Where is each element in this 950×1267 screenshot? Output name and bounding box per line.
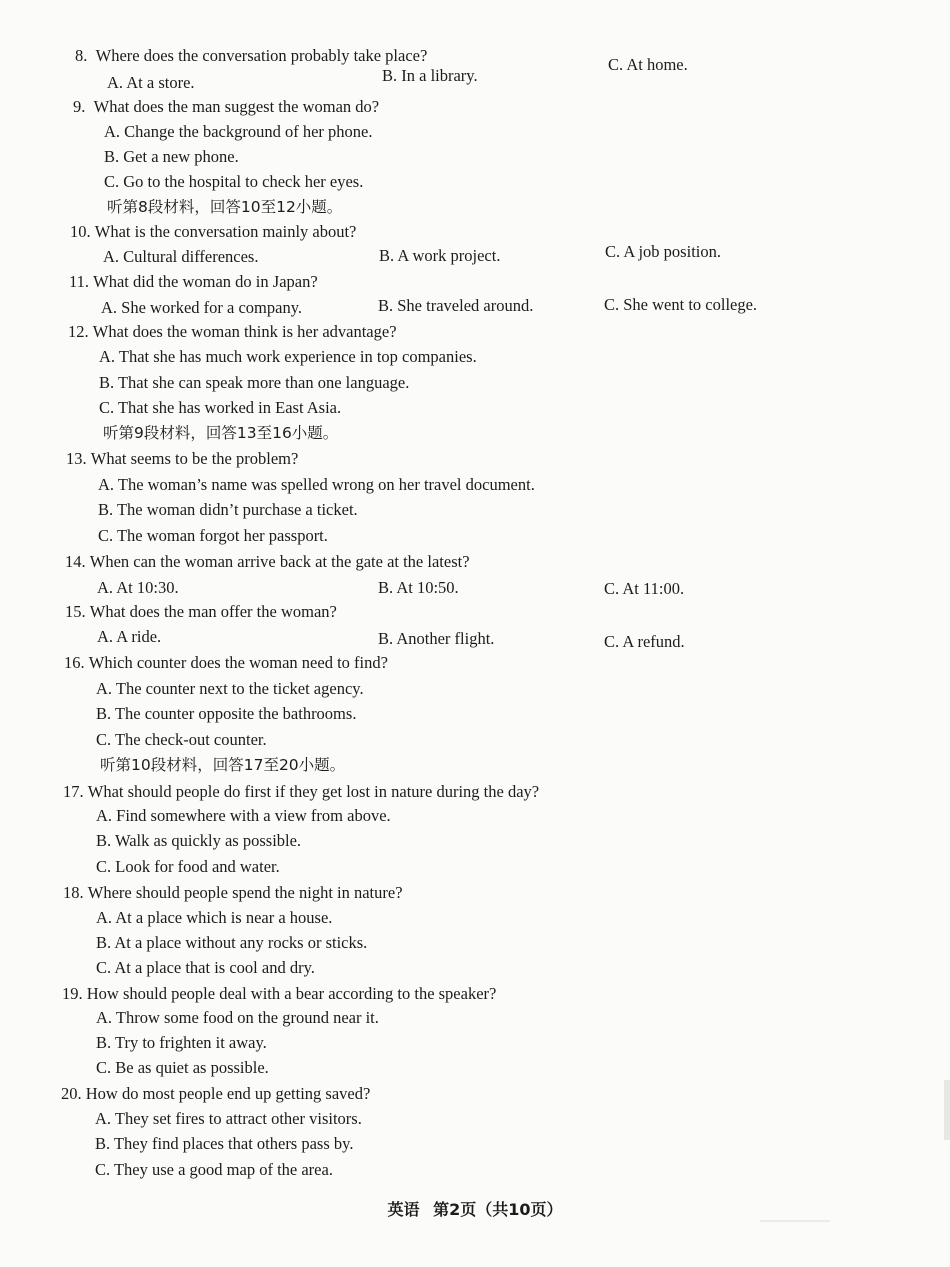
question-15: 15. What does the man offer the woman? bbox=[65, 602, 337, 621]
q10-option-b: B. A work project. bbox=[379, 246, 501, 265]
q10-option-a: A. Cultural differences. bbox=[103, 247, 259, 266]
q11-option-b: B. She traveled around. bbox=[378, 296, 534, 315]
scan-smudge bbox=[760, 1220, 830, 1222]
q14-option-c: C. At 11:00. bbox=[604, 579, 685, 598]
q19-option-b: B. Try to frighten it away. bbox=[96, 1033, 267, 1052]
question-13: 13. What seems to be the problem? bbox=[66, 449, 299, 468]
q16-option-a: A. The counter next to the ticket agency. bbox=[96, 679, 364, 698]
q9-option-b: B. Get a new phone. bbox=[104, 147, 239, 166]
q16-option-c: C. The check-out counter. bbox=[96, 730, 267, 749]
page-footer bbox=[0, 1197, 950, 1220]
scan-edge-shadow bbox=[944, 1080, 950, 1140]
q8-option-c: C. At home. bbox=[608, 55, 688, 74]
q9-option-a: A. Change the background of her phone. bbox=[104, 122, 373, 141]
q11-option-c: C. She went to college. bbox=[604, 295, 758, 314]
footer-subject: 英语 bbox=[387, 1200, 420, 1219]
q13-option-c: C. The woman forgot her passport. bbox=[98, 526, 328, 545]
section-9-heading: 听第9段材料，回答13至16小题。 bbox=[103, 424, 339, 442]
question-12: 12. What does the woman think is her advantage? bbox=[68, 322, 397, 341]
q18-option-c: C. At a place that is cool and dry. bbox=[96, 958, 315, 977]
q12-option-c: C. That she has worked in East Asia. bbox=[99, 398, 342, 417]
q20-option-b: B. They find places that others pass by. bbox=[95, 1134, 354, 1153]
q18-option-a: A. At a place which is near a house. bbox=[96, 908, 333, 927]
question-17: 17. What should people do first if they get lost in nature during the day? bbox=[63, 782, 540, 801]
q15-option-c: C. A refund. bbox=[604, 632, 685, 651]
q20-option-c: C. They use a good map of the area. bbox=[95, 1160, 333, 1179]
q16-option-b: B. The counter opposite the bathrooms. bbox=[96, 704, 357, 723]
question-8: 8. Where does the conversation probably take place? bbox=[75, 46, 428, 65]
q15-option-b: B. Another flight. bbox=[378, 629, 495, 648]
q8-option-a: A. At a store. bbox=[107, 73, 195, 92]
question-9: 9. What does the man suggest the woman do? bbox=[73, 97, 380, 116]
q12-option-b: B. That she can speak more than one language. bbox=[99, 373, 410, 392]
q18-option-b: B. At a place without any rocks or sticks. bbox=[96, 933, 368, 952]
q17-option-c: C. Look for food and water. bbox=[96, 857, 280, 876]
q13-option-a: A. The woman’s name was spelled wrong on her travel document. bbox=[98, 475, 535, 494]
question-19: 19. How should people deal with a bear according to the speaker? bbox=[62, 984, 497, 1003]
section-10-heading: 听第10段材料，回答17至20小题。 bbox=[100, 756, 346, 774]
question-20: 20. How do most people end up getting saved? bbox=[61, 1084, 371, 1103]
section-8-heading: 听第8段材料，回答10至12小题。 bbox=[107, 198, 343, 216]
q8-option-b: B. In a library. bbox=[382, 66, 478, 85]
q20-option-a: A. They set fires to attract other visitors. bbox=[95, 1109, 362, 1128]
question-10: 10. What is the conversation mainly about? bbox=[70, 222, 357, 241]
q10-option-c: C. A job position. bbox=[605, 242, 721, 261]
q19-option-c: C. Be as quiet as possible. bbox=[96, 1058, 269, 1077]
q9-option-c: C. Go to the hospital to check her eyes. bbox=[104, 172, 364, 191]
question-14: 14. When can the woman arrive back at the gate at the latest? bbox=[65, 552, 470, 571]
q12-option-a: A. That she has much work experience in top companies. bbox=[99, 347, 477, 366]
q19-option-a: A. Throw some food on the ground near it. bbox=[96, 1008, 379, 1027]
q17-option-a: A. Find somewhere with a view from above. bbox=[96, 806, 391, 825]
question-11: 11. What did the woman do in Japan? bbox=[69, 272, 318, 291]
q14-option-b: B. At 10:50. bbox=[378, 578, 459, 597]
question-16: 16. Which counter does the woman need to find? bbox=[64, 653, 388, 672]
q13-option-b: B. The woman didn’t purchase a ticket. bbox=[98, 500, 358, 519]
q11-option-a: A. She worked for a company. bbox=[101, 298, 302, 317]
q15-option-a: A. A ride. bbox=[97, 627, 162, 646]
footer-page-number: 第2页（共10页） bbox=[433, 1200, 563, 1219]
q14-option-a: A. At 10:30. bbox=[97, 578, 179, 597]
question-18: 18. Where should people spend the night in nature? bbox=[63, 883, 403, 902]
q17-option-b: B. Walk as quickly as possible. bbox=[96, 831, 302, 850]
